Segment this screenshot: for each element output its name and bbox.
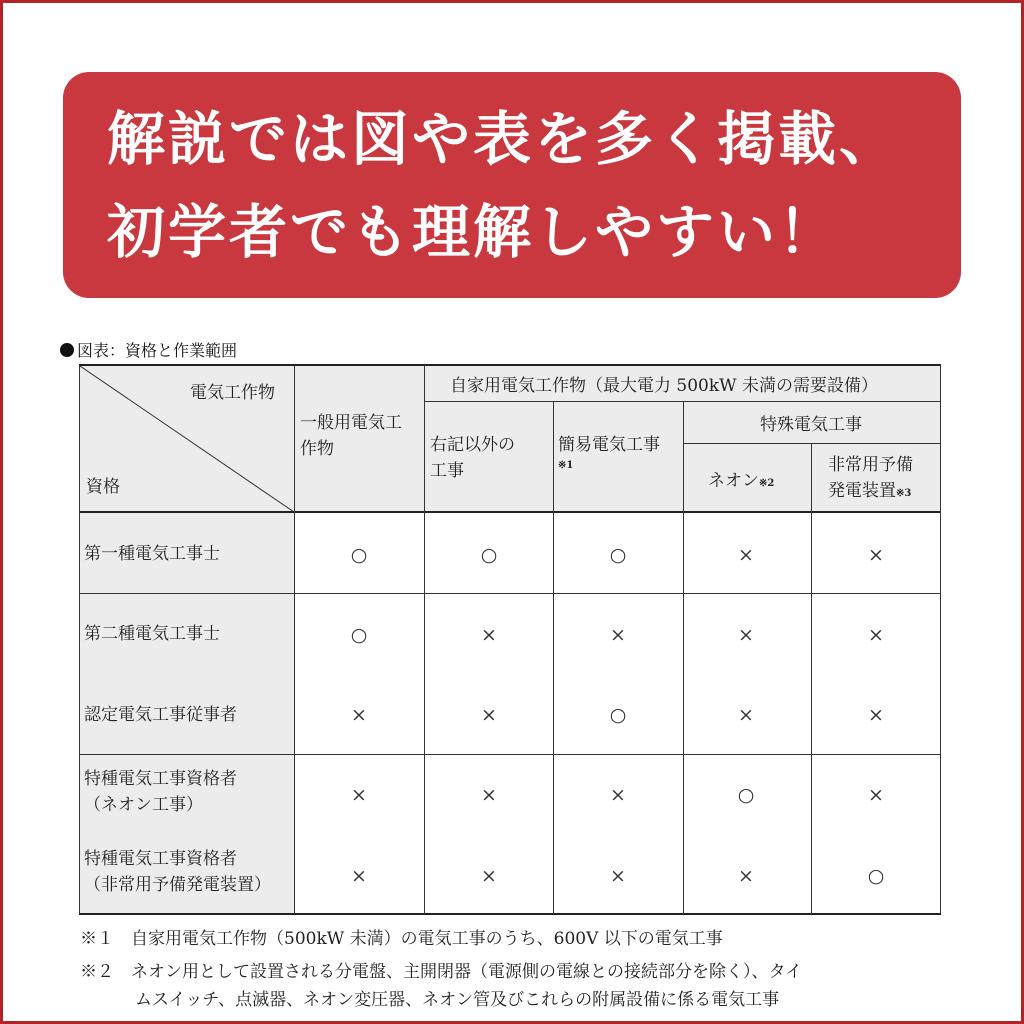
headline-banner [63,72,961,298]
bullet-icon [60,343,74,357]
column-divider-line [424,365,425,914]
table-cell-mark: × [610,784,626,806]
table-cell-mark: × [868,784,884,806]
column-divider-line [811,444,812,914]
table-cell-mark: ○ [867,865,885,887]
group-header-private: 自家用電気工作物（最大電力 500kW 未満の需要設備） [450,376,879,396]
row-label: 特種電気工事資格者 （非常用予備発電装置） [84,849,271,896]
col-header-general: 一般用電気工 作物 [300,413,402,460]
group-divider-line [424,401,940,402]
table-cell-mark: × [351,784,367,806]
table-cell-mark: × [351,865,367,887]
table-cell-mark: × [868,544,884,566]
table-cell-mark: × [481,784,497,806]
table-cell-mark: × [481,624,497,646]
headline-line-1: 解説では図や表を多く掲載、 [107,105,901,173]
table-right-border [940,365,941,914]
table-cell-mark: × [738,624,754,646]
footnote-2 [80,957,802,982]
col-header-neon: ネオン※2 [708,471,775,491]
table-cell-mark: × [868,624,884,646]
table-cell-mark: × [481,865,497,887]
col-header-simple: 簡易電気工事 ※1 [558,435,660,472]
table-cell-mark: × [738,704,754,726]
table-cell-mark: × [610,865,626,887]
figure-caption-text: 図表：資格と作業範囲 [77,341,238,360]
table-cell-mark: ○ [350,544,368,566]
table-cell-mark: × [738,544,754,566]
row-label: 特種電気工事資格者 （ネオン工事） [84,769,237,816]
table-cell-mark: ○ [609,544,627,566]
table-cell-mark: ○ [350,624,368,646]
footnote-1 [80,924,723,949]
table-cell-mark: ○ [480,544,498,566]
column-divider-line [683,402,684,914]
row-label: 第一種電気工事士 [84,544,220,564]
group-header-special: 特殊電気工事 [760,415,862,435]
table-cell-mark: × [868,704,884,726]
table-cell-mark: × [738,865,754,887]
table-cell-mark: ○ [609,704,627,726]
row-label: 認定電気工事従事者 [84,705,237,725]
footnote-2-mark: ※２ [80,962,114,982]
corner-header-top: 電気工作物 [190,383,275,403]
col-header-other: 右記以外の 工事 [430,435,515,482]
row-label: 第二種電気工事士 [84,624,220,644]
figure-caption [60,338,237,361]
corner-header-bottom: 資格 [86,477,120,497]
table-cell-mark: ○ [737,784,755,806]
table-cell-mark: × [481,704,497,726]
footnote-2-continuation: ムスイッチ、点滅器、ネオン変圧器、ネオン管及びこれらの附属設備に係る電気工事 [135,990,780,1010]
footnote-2-text-line-1: ネオン用として設置される分電盤、主開閉器（電源側の電線との接続部分を除く）、タイ [131,962,803,982]
table-cell-mark: × [351,704,367,726]
table-cell-mark: × [610,624,626,646]
footnote-1-mark: ※１ [80,929,114,949]
column-divider-line [294,365,295,914]
headline-line-2: 初学者でも理解しやすい！ [107,198,840,266]
col-header-emergency: 非常用予備 発電装置※3 [828,455,913,502]
footnote-1-text: 自家用電気工作物（500kW 未満）の電気工事のうち、600V 以下の電気工事 [131,929,723,949]
column-divider-line [553,402,554,914]
